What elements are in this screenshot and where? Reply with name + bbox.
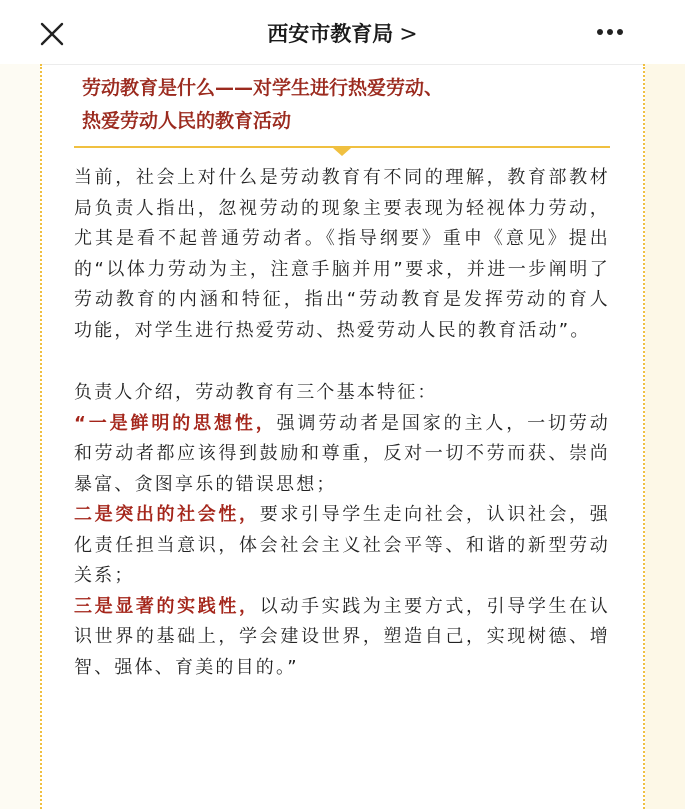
feature-3-title: 三是显著的实践性， xyxy=(74,595,260,617)
feature-1-text: 强调劳动者是国家的主人，一切劳动和劳动者都应该得到鼓励和尊重，反对一切不劳而获、崇尚暴富、贪图享乐的错误思想； xyxy=(74,412,610,495)
divider-pointer xyxy=(333,148,351,156)
top-bar xyxy=(0,0,685,65)
chevron-right-icon: > xyxy=(399,22,418,47)
left-dotted-border xyxy=(40,64,50,809)
heading-divider xyxy=(74,146,610,148)
feature-2-text: 要求引导学生走向社会，认识社会，强化责任担当意识，体会社会主义社会平等、和谐的新型劳动关系； xyxy=(74,504,610,586)
open-quote: “ xyxy=(74,412,89,434)
feature-2-title: 二是突出的社会性， xyxy=(74,504,260,525)
paragraph-definition: 当前，社会上对什么是劳动教育有不同的理解，教育部教材局负责人指出，忽视劳动的现象主要表现为轻视体力劳动，尤其是看不起普通劳动者。《指导纲要》重申《意见》提出的“以体力劳动为主，注意手脑并用”要求，并进一步阐明了劳动教育的内涵和特征，指出“劳动教育是发挥劳动的育人功能，对学生进行热爱劳动、热爱劳动人民的教育活动”。 xyxy=(74,167,610,341)
section-heading xyxy=(74,72,610,146)
right-margin-decoration xyxy=(645,64,685,809)
account-title-link[interactable] xyxy=(0,18,685,48)
left-margin-decoration xyxy=(0,64,40,809)
article-body xyxy=(74,64,610,683)
more-dots-icon[interactable] xyxy=(595,20,635,48)
feature-1-title: 一是鲜明的思想性， xyxy=(88,412,277,434)
features-intro: 负责人介绍，劳动教育有三个基本特征： xyxy=(74,382,438,403)
paragraph-features xyxy=(74,378,610,683)
page-title: 西安市教育局 xyxy=(267,22,394,46)
section-heading-line1: 劳动教育是什么——对学生进行热爱劳动、 xyxy=(82,77,444,99)
section-heading-line2: 热爱劳动人民的教育活动 xyxy=(82,110,292,132)
feature-3-text: 以动手实践为主要方式，引导学生在认识世界的基础上，学会建设世界，塑造自己，实现树德、增智、强体、育美的目的。” xyxy=(74,595,610,678)
right-dotted-border xyxy=(635,64,645,809)
